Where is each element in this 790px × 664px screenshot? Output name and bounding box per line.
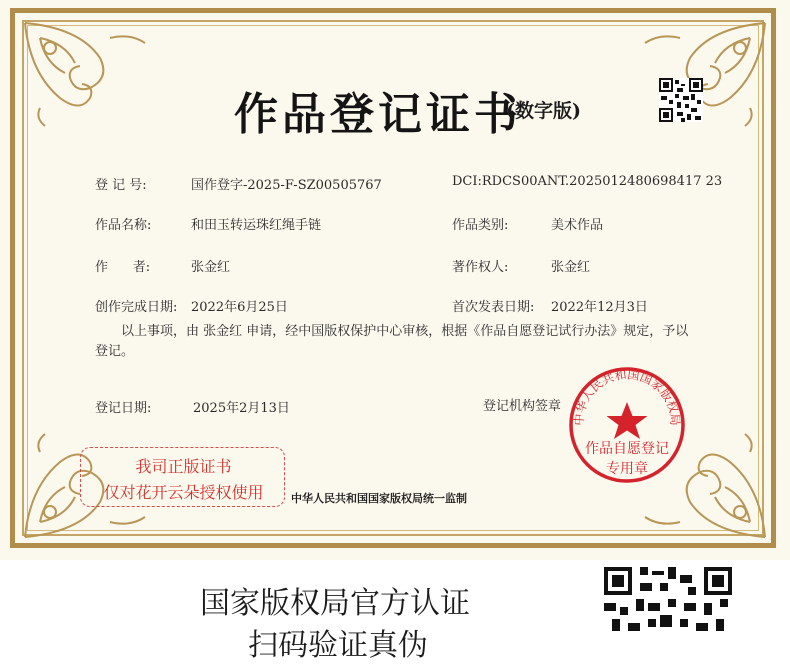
certificate-subtitle: (数字版) [506,100,581,122]
seal-text-line1: 作品自愿登记 [585,441,669,457]
authorization-notice [80,447,285,507]
work-type-value: 美术作品 [551,218,604,233]
qr-code-icon[interactable] [604,567,732,635]
work-type-label: 作品类别: [452,218,509,233]
registration-date-label: 登记日期: [95,401,152,416]
registration-date-value: 2025年2月13日 [193,401,290,416]
notice-line2: 仅对花开云朵授权使用 [103,483,264,502]
work-name-value: 和田玉转运珠红绳手链 [191,218,322,233]
copyright-holder-value: 张金红 [551,260,591,275]
qr-code-icon[interactable] [659,78,703,122]
first-publish-date-label: 首次发表日期: [452,300,535,315]
certificate-title: 作品登记证书 [234,89,522,140]
footer-heading: 国家版权局官方认证 [200,586,470,621]
footer-subheading: 扫码验证真伪 [248,628,428,663]
corner-ornament-icon [20,18,150,128]
supervised-by: 中华人民共和国国家版权局统一监制 [291,492,467,505]
certificate-statement: 以上事项，由 张金红 申请，经中国版权保护中心审核，根据《作品自愿登记试行办法》规定，予以登记。 [95,324,689,359]
seal-text-line2: 专用章 [606,461,648,477]
first-publish-date-value: 2022年12月3日 [551,300,648,315]
notice-line1: 我司正版证书 [135,457,232,476]
dci-code-value: DCI:RDCS00ANT.2025012480698417 23 [452,174,723,189]
registration-number-label: 登 记 号: [95,178,147,193]
copyright-holder-label: 著作权人: [452,260,509,275]
star-icon [607,402,648,439]
work-name-label: 作品名称: [95,218,152,233]
registration-number-value: 国作登字-2025-F-SZ00505767 [191,178,382,193]
creation-date-value: 2022年6月25日 [191,300,288,315]
seal-label: 登记机构签章 [483,399,562,414]
creation-date-label: 创作完成日期: [95,300,178,315]
author-value: 张金红 [191,260,231,275]
author-label: 作 者: [95,260,151,275]
seal-arc-text: 中华人民共和国国家版权局 [571,367,683,427]
